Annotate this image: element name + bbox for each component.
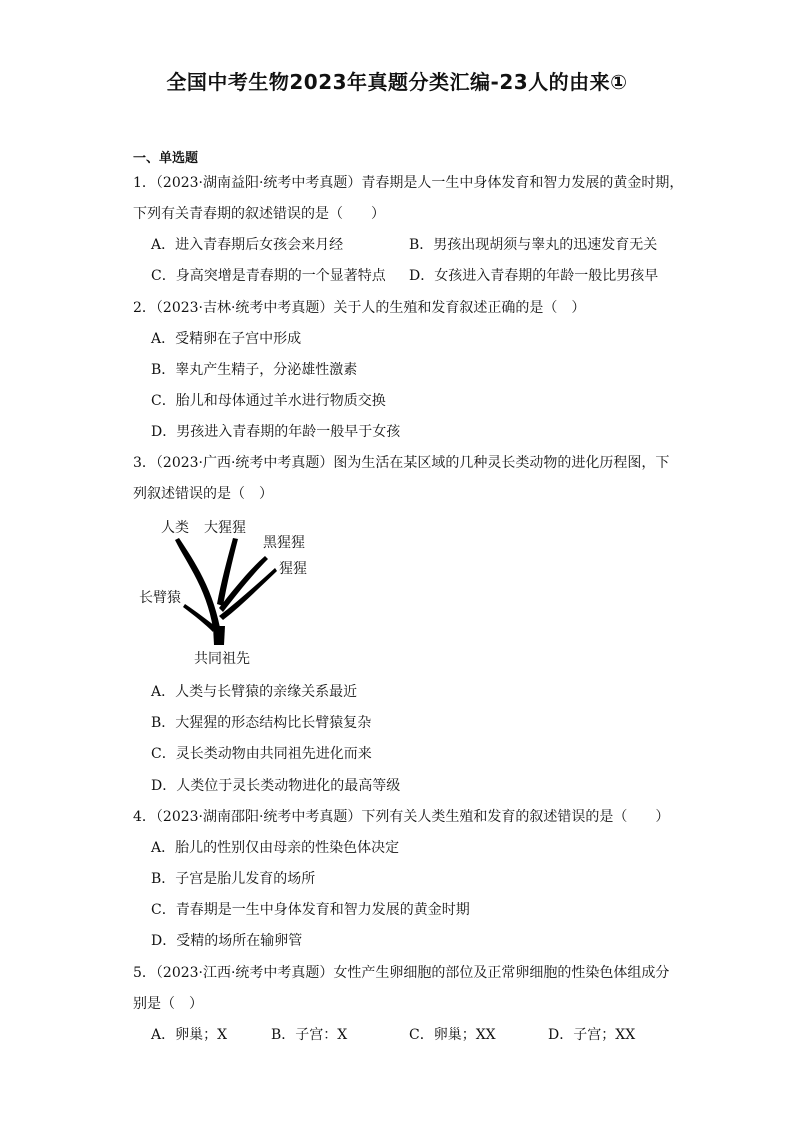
q2-option-a: A．受精卵在子宫中形成 (151, 331, 302, 347)
q2-stem: 2．（2023·吉林·统考中考真题）关于人的生殖和发育叙述正确的是（ ） (133, 300, 586, 316)
q3-option-a: A．人类与长臂猿的亲缘关系最近 (151, 684, 358, 700)
q3-option-c: C．灵长类动物由共同祖先进化而来 (151, 746, 372, 762)
q3-option-d: D．人类位于灵长类动物进化的最高等级 (151, 778, 401, 794)
q5-option-d: D．子宫；XX (548, 1027, 636, 1043)
q1-option-b: B．男孩出现胡须与睾丸的迅速发育无关 (409, 237, 658, 253)
q1-stem-line1: 1．（2023·湖南益阳·统考中考真题）青春期是人一生中身体发育和智力发展的黄金时期， (133, 175, 684, 191)
q2-option-c: C．胎儿和母体通过羊水进行物质交换 (151, 393, 386, 409)
q4-option-c: C．青春期是一生中身体发育和智力发展的黄金时期 (151, 902, 470, 918)
q5-stem-line2: 别是（ ） (133, 996, 203, 1012)
label-chimpanzee: 黑猩猩 (263, 535, 305, 551)
q5-option-a: A．卵巢；X (151, 1027, 228, 1043)
q2-option-b: B．睾丸产生精子，分泌雄性激素 (151, 362, 358, 378)
section-heading: 一、单选题 (133, 151, 199, 166)
q4-stem: 4．（2023·湖南邵阳·统考中考真题）下列有关人类生殖和发育的叙述错误的是（ ） (133, 809, 670, 825)
q3-option-b: B．大猩猩的形态结构比长臂猿复杂 (151, 715, 372, 731)
page-title: 全国中考生物2023年真题分类汇编-23人的由来① (166, 70, 628, 94)
q3-stem-line1: 3．（2023·广西·统考中考真题）图为生活在某区域的几种灵长类动物的进化历程图，下 (133, 455, 670, 471)
label-common-ancestor: 共同祖先 (194, 651, 250, 667)
trunk-base (213, 626, 225, 645)
q1-stem-line2: 下列有关青春期的叙述错误的是（ ） (133, 206, 385, 222)
q4-option-a: A．胎儿的性别仅由母亲的性染色体决定 (151, 840, 400, 856)
q1-option-d: D．女孩进入青春期的年龄一般比男孩早 (409, 268, 659, 284)
q3-stem-line2: 列叙述错误的是（ ） (133, 486, 273, 502)
q2-option-d: D．男孩进入青春期的年龄一般早于女孩 (151, 424, 401, 440)
label-orangutan: 猩猩 (279, 561, 307, 577)
q1-option-a: A．进入青春期后女孩会来月经 (151, 237, 344, 253)
label-human: 人类 (161, 520, 189, 536)
q1-option-c: C．身高突增是青春期的一个显著特点 (151, 268, 386, 284)
q4-option-b: B．子宫是胎儿发育的场所 (151, 871, 316, 887)
evolution-tree-diagram (133, 508, 333, 670)
q5-option-c: C．卵巢；XX (409, 1027, 496, 1043)
q5-option-b: B．子宫：X (271, 1027, 348, 1043)
q5-stem-line1: 5．（2023·江西·统考中考真题）女性产生卵细胞的部位及正常卵细胞的性染色体组成分 (133, 965, 670, 981)
label-gibbon: 长臂猿 (139, 590, 181, 606)
q4-option-d: D．受精的场所在输卵管 (151, 933, 303, 949)
label-gorilla: 大猩猩 (204, 520, 246, 536)
